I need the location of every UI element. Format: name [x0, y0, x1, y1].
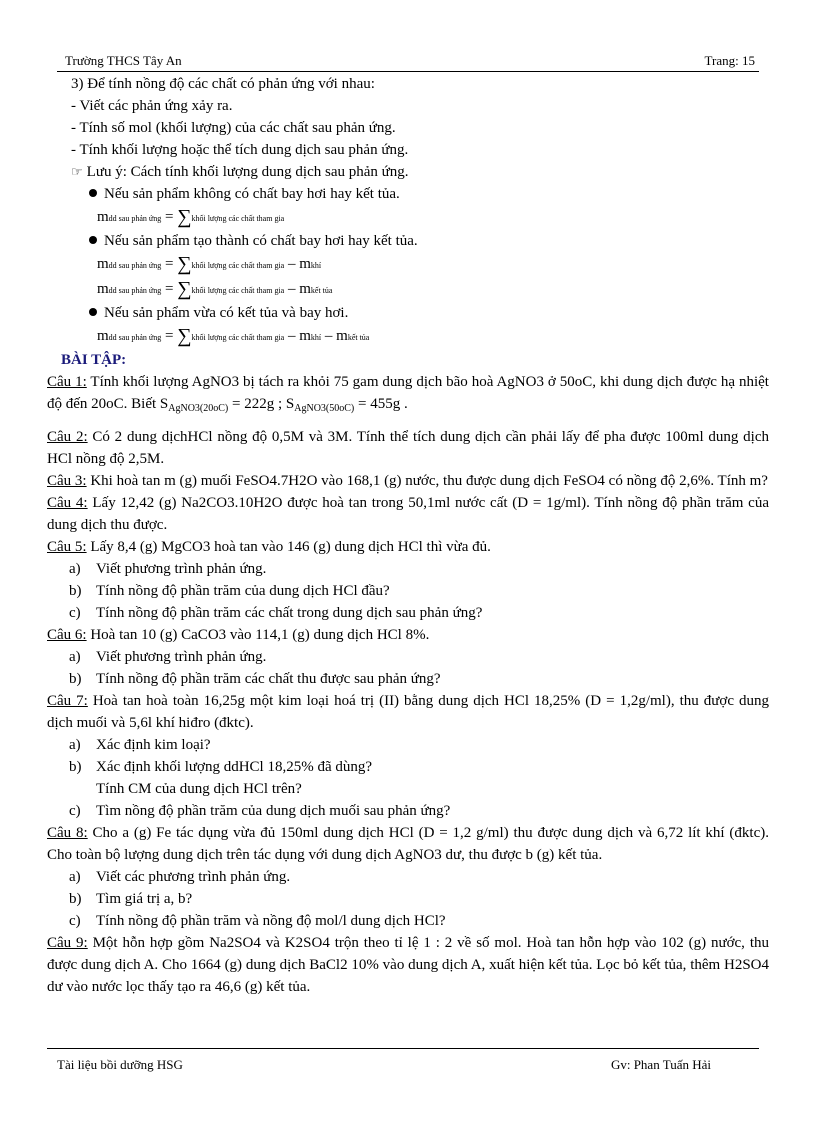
- note-line: [47, 161, 769, 183]
- question-8: [47, 822, 769, 866]
- bullet-icon: [89, 308, 97, 316]
- formula-m: m: [97, 281, 109, 297]
- formula-eq: =: [161, 256, 178, 272]
- sum-symbol: ∑: [177, 278, 192, 300]
- question-label: Câu 3:: [47, 473, 87, 489]
- page-number: Trang: 15: [704, 53, 755, 68]
- question-9: [47, 932, 769, 998]
- option-text: Viết các phương trình phản ứng.: [96, 869, 291, 885]
- page-content: [47, 73, 769, 998]
- formula-1: [47, 205, 769, 230]
- formula-sub: khối lượng các chất tham gia: [191, 214, 285, 223]
- option-key: a): [69, 649, 81, 665]
- question-text: Cho a (g) Fe tác dụng vừa đủ 150ml dung dịch HCl (D = 1,2 g/ml) thu được dung dịch và 6,72 lít khí (đktc). Cho toàn bộ lượng dung dịch trên tác dụng với dung dịch AgNO3 dư, thu được b (g) kết tủa.: [47, 825, 769, 863]
- option-key: a): [69, 737, 81, 753]
- option-key: b): [69, 759, 82, 775]
- option-key: b): [69, 671, 82, 687]
- option-text: Tìm nồng độ phần trăm của dung dịch muối sau phản ứng?: [96, 803, 451, 819]
- question-text: Lấy 12,42 (g) Na2CO3.10H2O được hoà tan trong 50,1ml nước cất (D = 1g/ml). Tính nồng độ phần trăm của dung dịch thu được.: [47, 495, 769, 533]
- option-text: Viết phương trình phản ứng.: [96, 649, 267, 665]
- sum-symbol: ∑: [177, 253, 192, 275]
- formula-sub: khí: [310, 261, 322, 270]
- option-key: b): [69, 891, 82, 907]
- question-label: Câu 9:: [47, 935, 88, 951]
- theory-line: - Tính số mol (khối lượng) của các chất sau phản ứng.: [71, 120, 396, 136]
- formula-eq: =: [161, 328, 178, 344]
- formula-minus: – m: [284, 256, 311, 272]
- footer-left: Tài liệu bồi dưỡng HSG: [57, 1057, 183, 1072]
- theory-line: - Viết các phản ứng xảy ra.: [71, 98, 233, 114]
- option-item: [47, 734, 769, 756]
- option-item: [47, 866, 769, 888]
- question-6: [47, 624, 769, 646]
- option-key: c): [69, 913, 81, 929]
- formula-sub: dd sau phản ứng: [108, 333, 162, 342]
- question-text: Hoà tan 10 (g) CaCO3 vào 114,1 (g) dung dịch HCl 8%.: [86, 627, 430, 643]
- theory-line: 3) Để tính nồng độ các chất có phản ứng với nhau:: [71, 76, 375, 92]
- page-header: [57, 51, 759, 72]
- question-4: [47, 492, 769, 536]
- bullet-item: [47, 183, 769, 205]
- note-text: Lưu ý: Cách tính khối lượng dung dịch sau phản ứng.: [86, 164, 409, 180]
- question-text: Khi hoà tan m (g) muối FeSO4.7H2O vào 168,1 (g) nước, thu được dung dịch FeSO4 có nồng độ 2,6%. Tính m?: [86, 473, 768, 489]
- school-name: Trường THCS Tây An: [65, 53, 182, 68]
- solubility-sub: AgNO3(50oC): [294, 403, 355, 414]
- formula-2: [47, 252, 769, 277]
- formula-minus: – m: [321, 328, 348, 344]
- theory-line: - Tính khối lượng hoặc thể tích dung dịch sau phản ứng.: [71, 142, 409, 158]
- option-item: [47, 888, 769, 910]
- bullet-text: Nếu sản phẩm không có chất bay hơi hay kết tủa.: [104, 186, 400, 202]
- formula-sub: khối lượng các chất tham gia: [191, 333, 285, 342]
- bullet-text: Nếu sản phẩm vừa có kết tủa và bay hơi.: [104, 305, 349, 321]
- option-text: Tính nồng độ phần trăm và nồng độ mol/l dung dịch HCl?: [96, 913, 446, 929]
- question-text: = 222g ; S: [228, 396, 295, 412]
- option-item: [47, 668, 769, 690]
- formula-sub: kết tủa: [310, 286, 333, 295]
- bullet-icon: [89, 236, 97, 244]
- formula-eq: =: [161, 209, 178, 225]
- formula-m: m: [97, 209, 109, 225]
- bullet-text: Nếu sản phẩm tạo thành có chất bay hơi hay kết tủa.: [104, 233, 418, 249]
- option-text: Xác định khối lượng ddHCl 18,25% đã dùng?: [96, 759, 373, 775]
- formula-4: [47, 324, 769, 349]
- question-label: Câu 1:: [47, 374, 87, 390]
- question-1: [47, 371, 769, 420]
- formula-sub: khối lượng các chất tham gia: [191, 261, 285, 270]
- option-item: [47, 580, 769, 602]
- bullet-icon: [89, 189, 97, 197]
- page-footer: [47, 1048, 759, 1075]
- formula-m: m: [97, 256, 109, 272]
- formula-sub: dd sau phản ứng: [108, 214, 162, 223]
- solubility-sub: AgNO3(20oC): [168, 403, 229, 414]
- option-key: a): [69, 561, 81, 577]
- bullet-item: [47, 302, 769, 324]
- question-7: [47, 690, 769, 734]
- question-label: Câu 6:: [47, 627, 87, 643]
- formula-m: m: [97, 328, 109, 344]
- formula-minus: – m: [284, 328, 311, 344]
- footer-right: Gv: Phan Tuấn Hải: [610, 1057, 711, 1072]
- option-item: [47, 910, 769, 932]
- option-item: [47, 602, 769, 624]
- question-text: Hoà tan hoà toàn 16,25g một kim loại hoá trị (II) bằng dung dịch HCl 18,25% (D = 1,2g/ml), thu được dung dịch muối và 5,6l khí hiđro (đktc).: [47, 693, 769, 731]
- option-item: [47, 778, 769, 800]
- option-text: Tính CM của dung dịch HCl trên?: [96, 781, 302, 797]
- option-text: Tính nồng độ phần trăm các chất trong dung dịch sau phản ứng?: [96, 605, 483, 621]
- question-label: Câu 4:: [47, 495, 88, 511]
- formula-sub: dd sau phản ứng: [108, 261, 162, 270]
- formula-minus: – m: [284, 281, 311, 297]
- bullet-item: [47, 230, 769, 252]
- option-key: c): [69, 605, 81, 621]
- sum-symbol: ∑: [177, 206, 192, 228]
- option-text: Tính nồng độ phần trăm các chất thu được sau phản ứng?: [96, 671, 441, 687]
- option-text: Tìm giá trị a, b?: [96, 891, 193, 907]
- exercise-heading: BÀI TẬP:: [61, 352, 127, 368]
- question-text: Tính khối lượng AgNO3 bị tách ra khỏi 75 gam dung dịch bão hoà AgNO3 ở 50oC, khi dung dịch được hạ nhiệt độ đến 20oC. Biết S: [47, 374, 769, 412]
- option-item: [47, 646, 769, 668]
- formula-eq: =: [161, 281, 178, 297]
- question-text: Có 2 dung dịchHCl nồng độ 0,5M và 3M. Tính thể tích dung dịch cần phải lấy để pha được 100ml dung dịch HCl nồng độ 2,5M.: [47, 429, 769, 467]
- question-text: Lấy 8,4 (g) MgCO3 hoà tan vào 146 (g) dung dịch HCl thì vừa đủ.: [86, 539, 491, 555]
- option-item: [47, 756, 769, 778]
- question-label: Câu 8:: [47, 825, 88, 841]
- option-item: [47, 800, 769, 822]
- formula-sub: khối lượng các chất tham gia: [191, 286, 285, 295]
- option-item: [47, 558, 769, 580]
- pointing-hand-icon: ☞: [71, 164, 83, 179]
- question-label: Câu 5:: [47, 539, 87, 555]
- option-text: Tính nồng độ phần trăm của dung dịch HCl đầu?: [96, 583, 390, 599]
- option-key: a): [69, 869, 81, 885]
- sum-symbol: ∑: [177, 325, 192, 347]
- formula-sub: khí: [310, 333, 322, 342]
- question-label: Câu 2:: [47, 429, 88, 445]
- question-3: [47, 470, 769, 492]
- formula-sub: kết tủa: [347, 333, 370, 342]
- formula-3: [47, 277, 769, 302]
- question-5: [47, 536, 769, 558]
- option-text: Xác định kim loại?: [96, 737, 211, 753]
- formula-sub: dd sau phản ứng: [108, 286, 162, 295]
- question-label: Câu 7:: [47, 693, 88, 709]
- question-text: Một hỗn hợp gồm Na2SO4 và K2SO4 trộn theo tỉ lệ 1 : 2 về số mol. Hoà tan hỗn hợp vào 102 (g) nước, thu được dung dịch A. Cho 1664 (g) dung dịch BaCl2 10% vào dung dịch A, xuất hiện kết tủa. Lọc bỏ kết tủa, thêm H2SO4 dư vào nước lọc thấy tạo ra 46,6 (g) kết tủa.: [47, 935, 769, 995]
- option-text: Viết phương trình phản ứng.: [96, 561, 267, 577]
- option-key: c): [69, 803, 81, 819]
- option-key: b): [69, 583, 82, 599]
- question-2: [47, 426, 769, 470]
- question-text: = 455g .: [354, 396, 408, 412]
